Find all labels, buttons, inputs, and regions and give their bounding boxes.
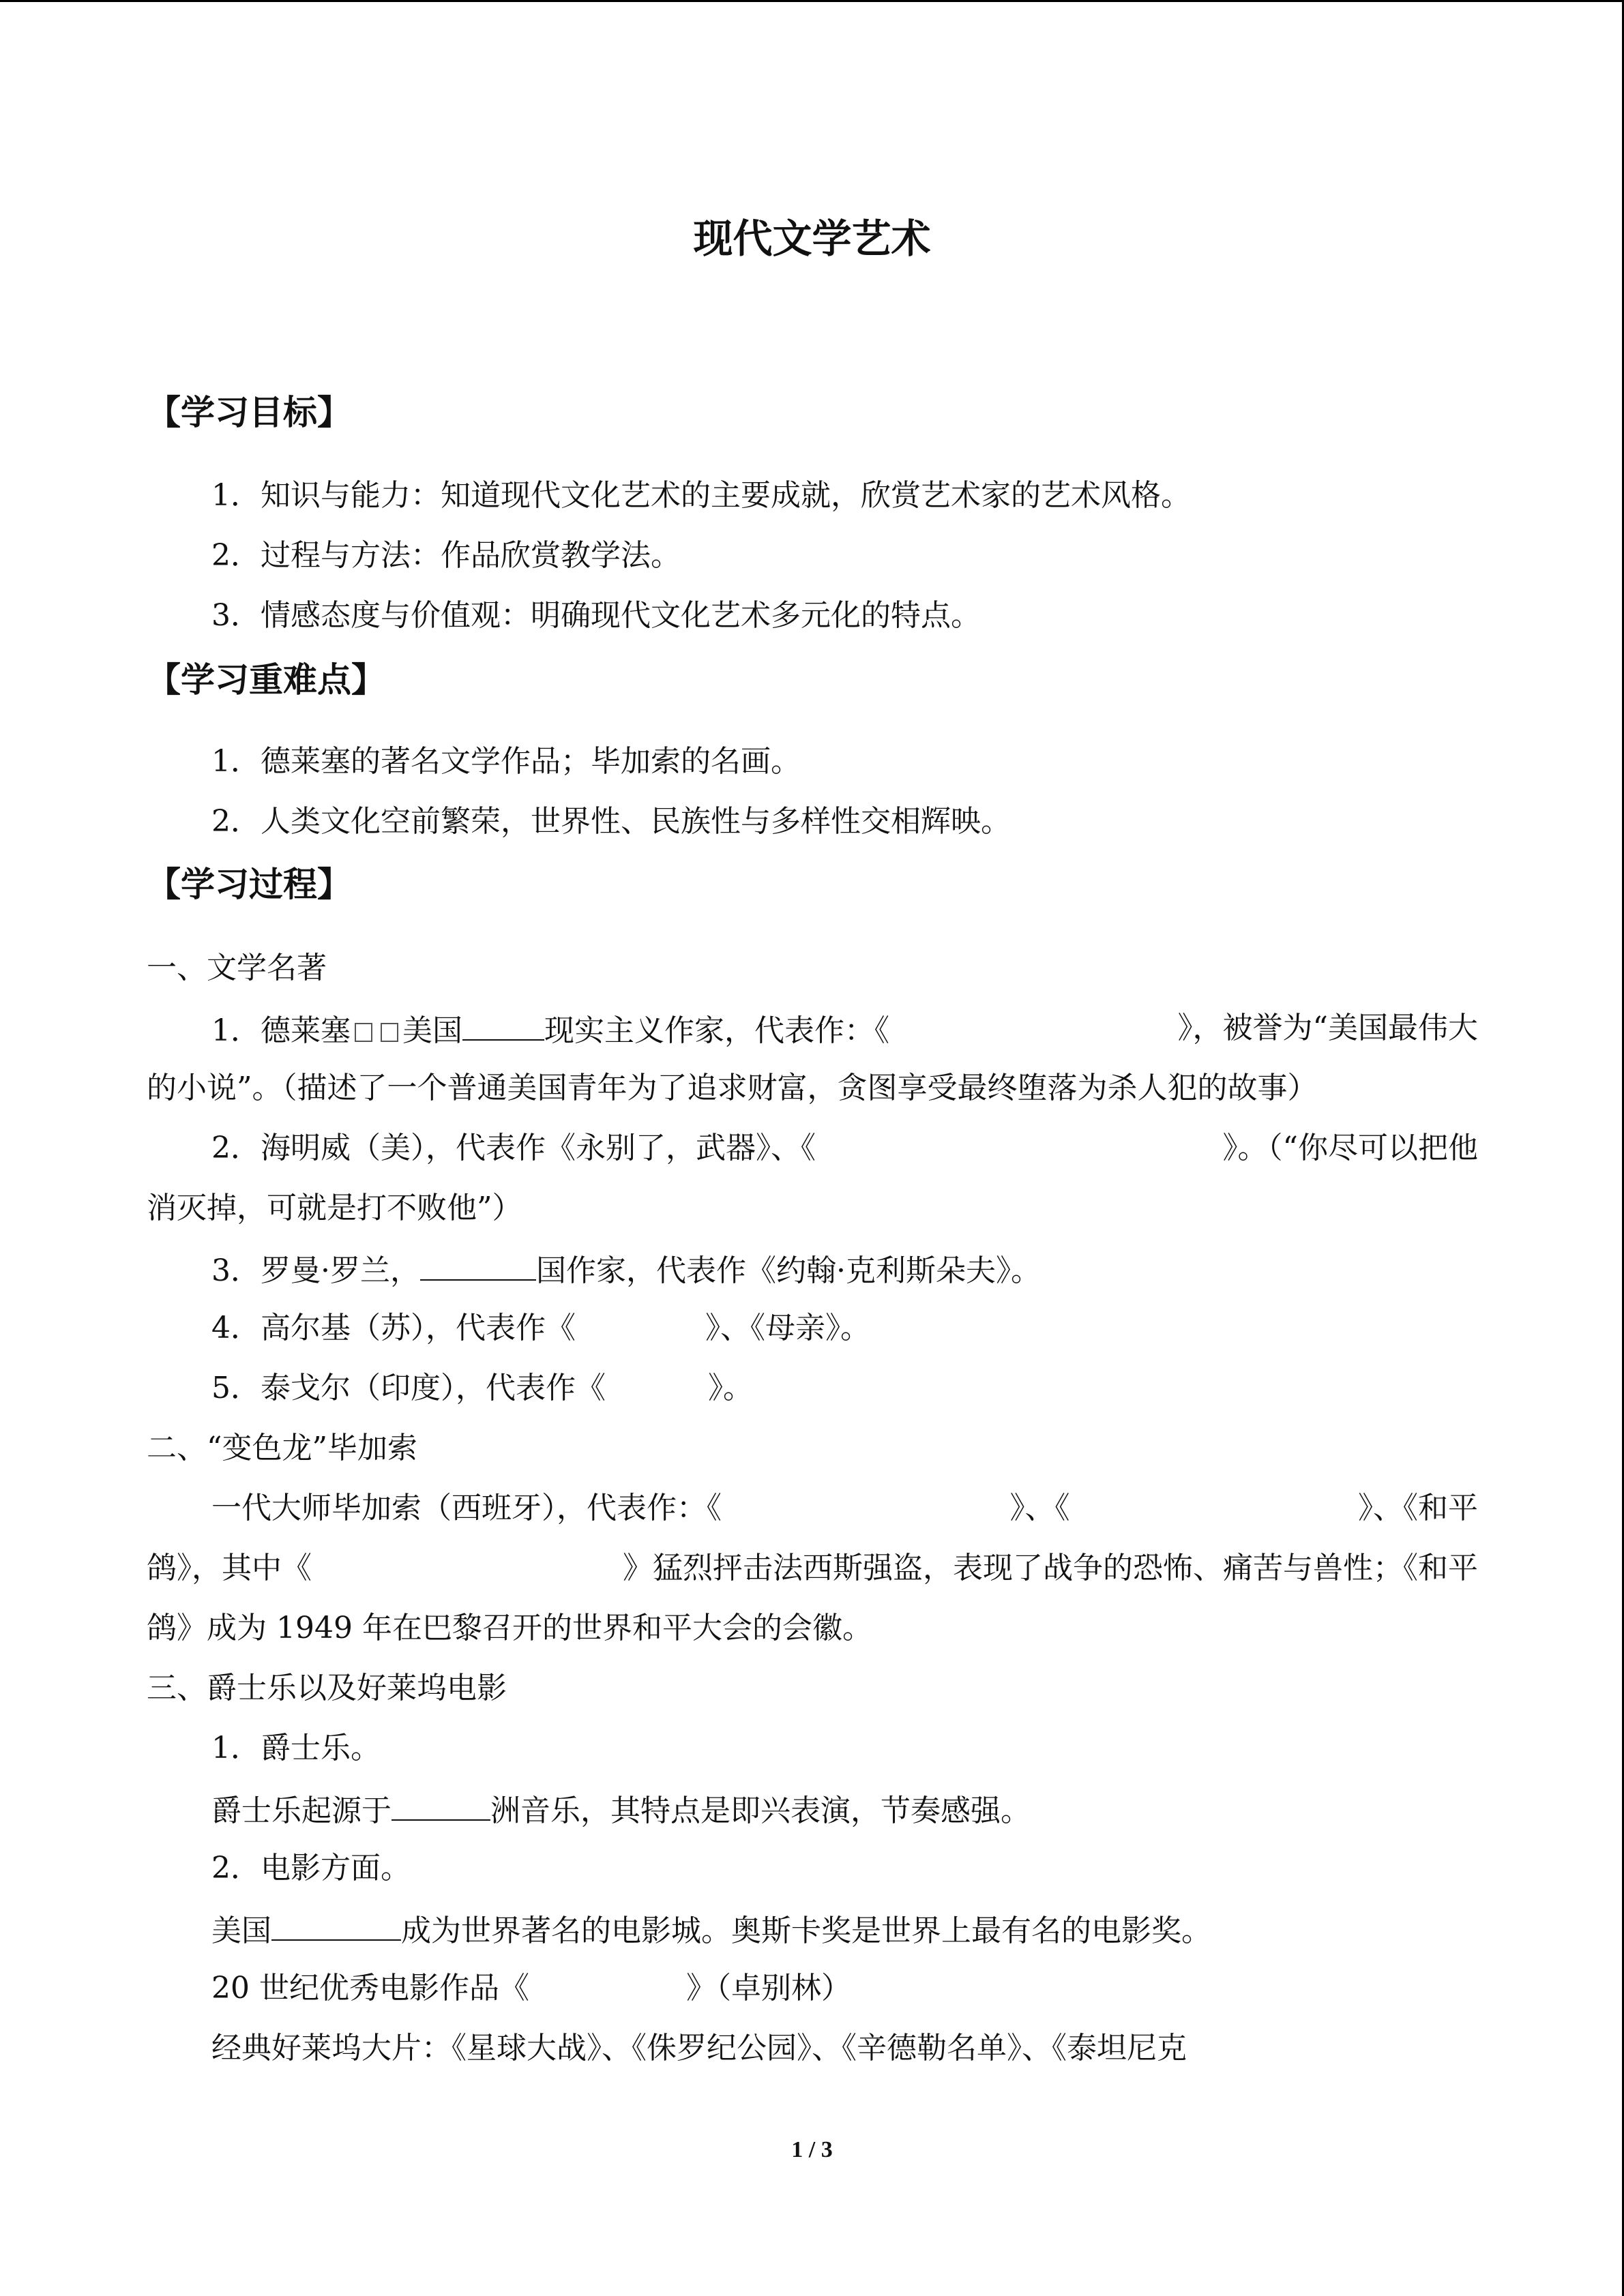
- item1-text-a: 1．德莱塞 美国 现实主义作家，代表作：《: [211, 1008, 1046, 1052]
- literature-item-2: [211, 1128, 1478, 1169]
- section-3-title: 三、爵士乐以及好莱坞电影: [147, 1671, 507, 1705]
- objective-item-2: 2．过程与方法：作品欣赏教学法。: [211, 538, 681, 573]
- c20-film-line: 20 世纪优秀电影作品《 》（卓别林）: [211, 1971, 851, 2006]
- section-1-title: 一、文学名著: [147, 951, 327, 985]
- objective-item-1: 1．知识与能力：知道现代文化艺术的主要成就，欣赏艺术家的艺术风格。: [211, 478, 1191, 513]
- item2-text-b: 》。（“你尽可以把他: [1222, 1131, 1478, 1165]
- film-subheading: 2．电影方面。: [211, 1851, 411, 1885]
- literature-item-3: 3．罗曼·罗兰， 国作家，代表作《约翰·克利斯朵夫》。: [211, 1248, 1041, 1292]
- item1-text-d: 》，被誉为“美国最伟大: [1177, 1011, 1478, 1045]
- key-point-item-1: 1．德莱塞的著名文学作品；毕加索的名画。: [211, 744, 801, 779]
- jazz-line: 爵士乐起源于 洲音乐，其特点是即兴表演，节奏感强。: [211, 1788, 1031, 1832]
- missing-glyph-box: [355, 1023, 372, 1042]
- picasso-text-a: 一代大师毕加索（西班牙），代表作：《: [211, 1491, 722, 1525]
- top-border: [0, 0, 1624, 2]
- fill-blank-11[interactable]: [271, 1908, 401, 1941]
- key-point-item-2: 2．人类文化空前繁荣，世界性、民族性与多样性交相辉映。: [211, 804, 1011, 839]
- picasso-text-e: 》猛烈抨击法西斯强盗，表现了战争的恐怖、痛苦与兽性；《和平: [623, 1551, 1478, 1585]
- page-title: 现代文学艺术: [693, 215, 931, 262]
- picasso-line-1: [211, 1488, 1478, 1529]
- jazz-subheading: 1．爵士乐。: [211, 1731, 381, 1765]
- process-heading: 【学习过程】: [147, 865, 351, 904]
- objectives-heading: 【学习目标】: [147, 393, 351, 432]
- classic-films-line: 经典好莱坞大片：《星球大战》、《侏罗纪公园》、《辛德勒名单》、《泰坦尼克: [211, 2031, 1187, 2066]
- section-2-title: 二、“变色龙”毕加索: [147, 1431, 417, 1465]
- fill-blank-10[interactable]: [392, 1788, 490, 1821]
- literature-item-4: 4．高尔基（苏），代表作《 》、《母亲》。: [211, 1311, 870, 1345]
- picasso-text-c: 》、《和平: [1358, 1491, 1478, 1525]
- literature-item-2-cont: 消灭掉，可就是打不败他”）: [147, 1191, 522, 1225]
- picasso-text-d: 鸽》，其中《: [147, 1551, 312, 1585]
- picasso-text-b: 》、《: [1009, 1491, 1070, 1525]
- picasso-line-3: 鸽》成为 1949 年在巴黎召开的世界和平大会的会徽。: [147, 1611, 872, 1645]
- fill-blank-1[interactable]: [462, 1008, 544, 1041]
- page-number: 1 / 3: [791, 2137, 833, 2162]
- picasso-line-2: [147, 1548, 1478, 1589]
- literature-item-5: 5．泰戈尔（印度），代表作《 》。: [211, 1371, 753, 1405]
- objective-item-3: 3．情感态度与价值观：明确现代文化艺术多元化的特点。: [211, 598, 981, 633]
- key-points-heading: 【学习重难点】: [147, 660, 385, 700]
- fill-blank-4[interactable]: [420, 1248, 536, 1281]
- item2-text-a: 2．海明威（美），代表作《永别了，武器》、《: [211, 1131, 816, 1165]
- literature-item-1-cont: 的小说”。（描述了一个普通美国青年为了追求财富，贪图享受最终堕落为杀人犯的故事）: [147, 1071, 1318, 1105]
- literature-item-1: [211, 1008, 1478, 1052]
- film-line: 美国 成为世界著名的电影城。奥斯卡奖是世界上最有名的电影奖。: [211, 1908, 1211, 1952]
- missing-glyph-box: [381, 1023, 398, 1042]
